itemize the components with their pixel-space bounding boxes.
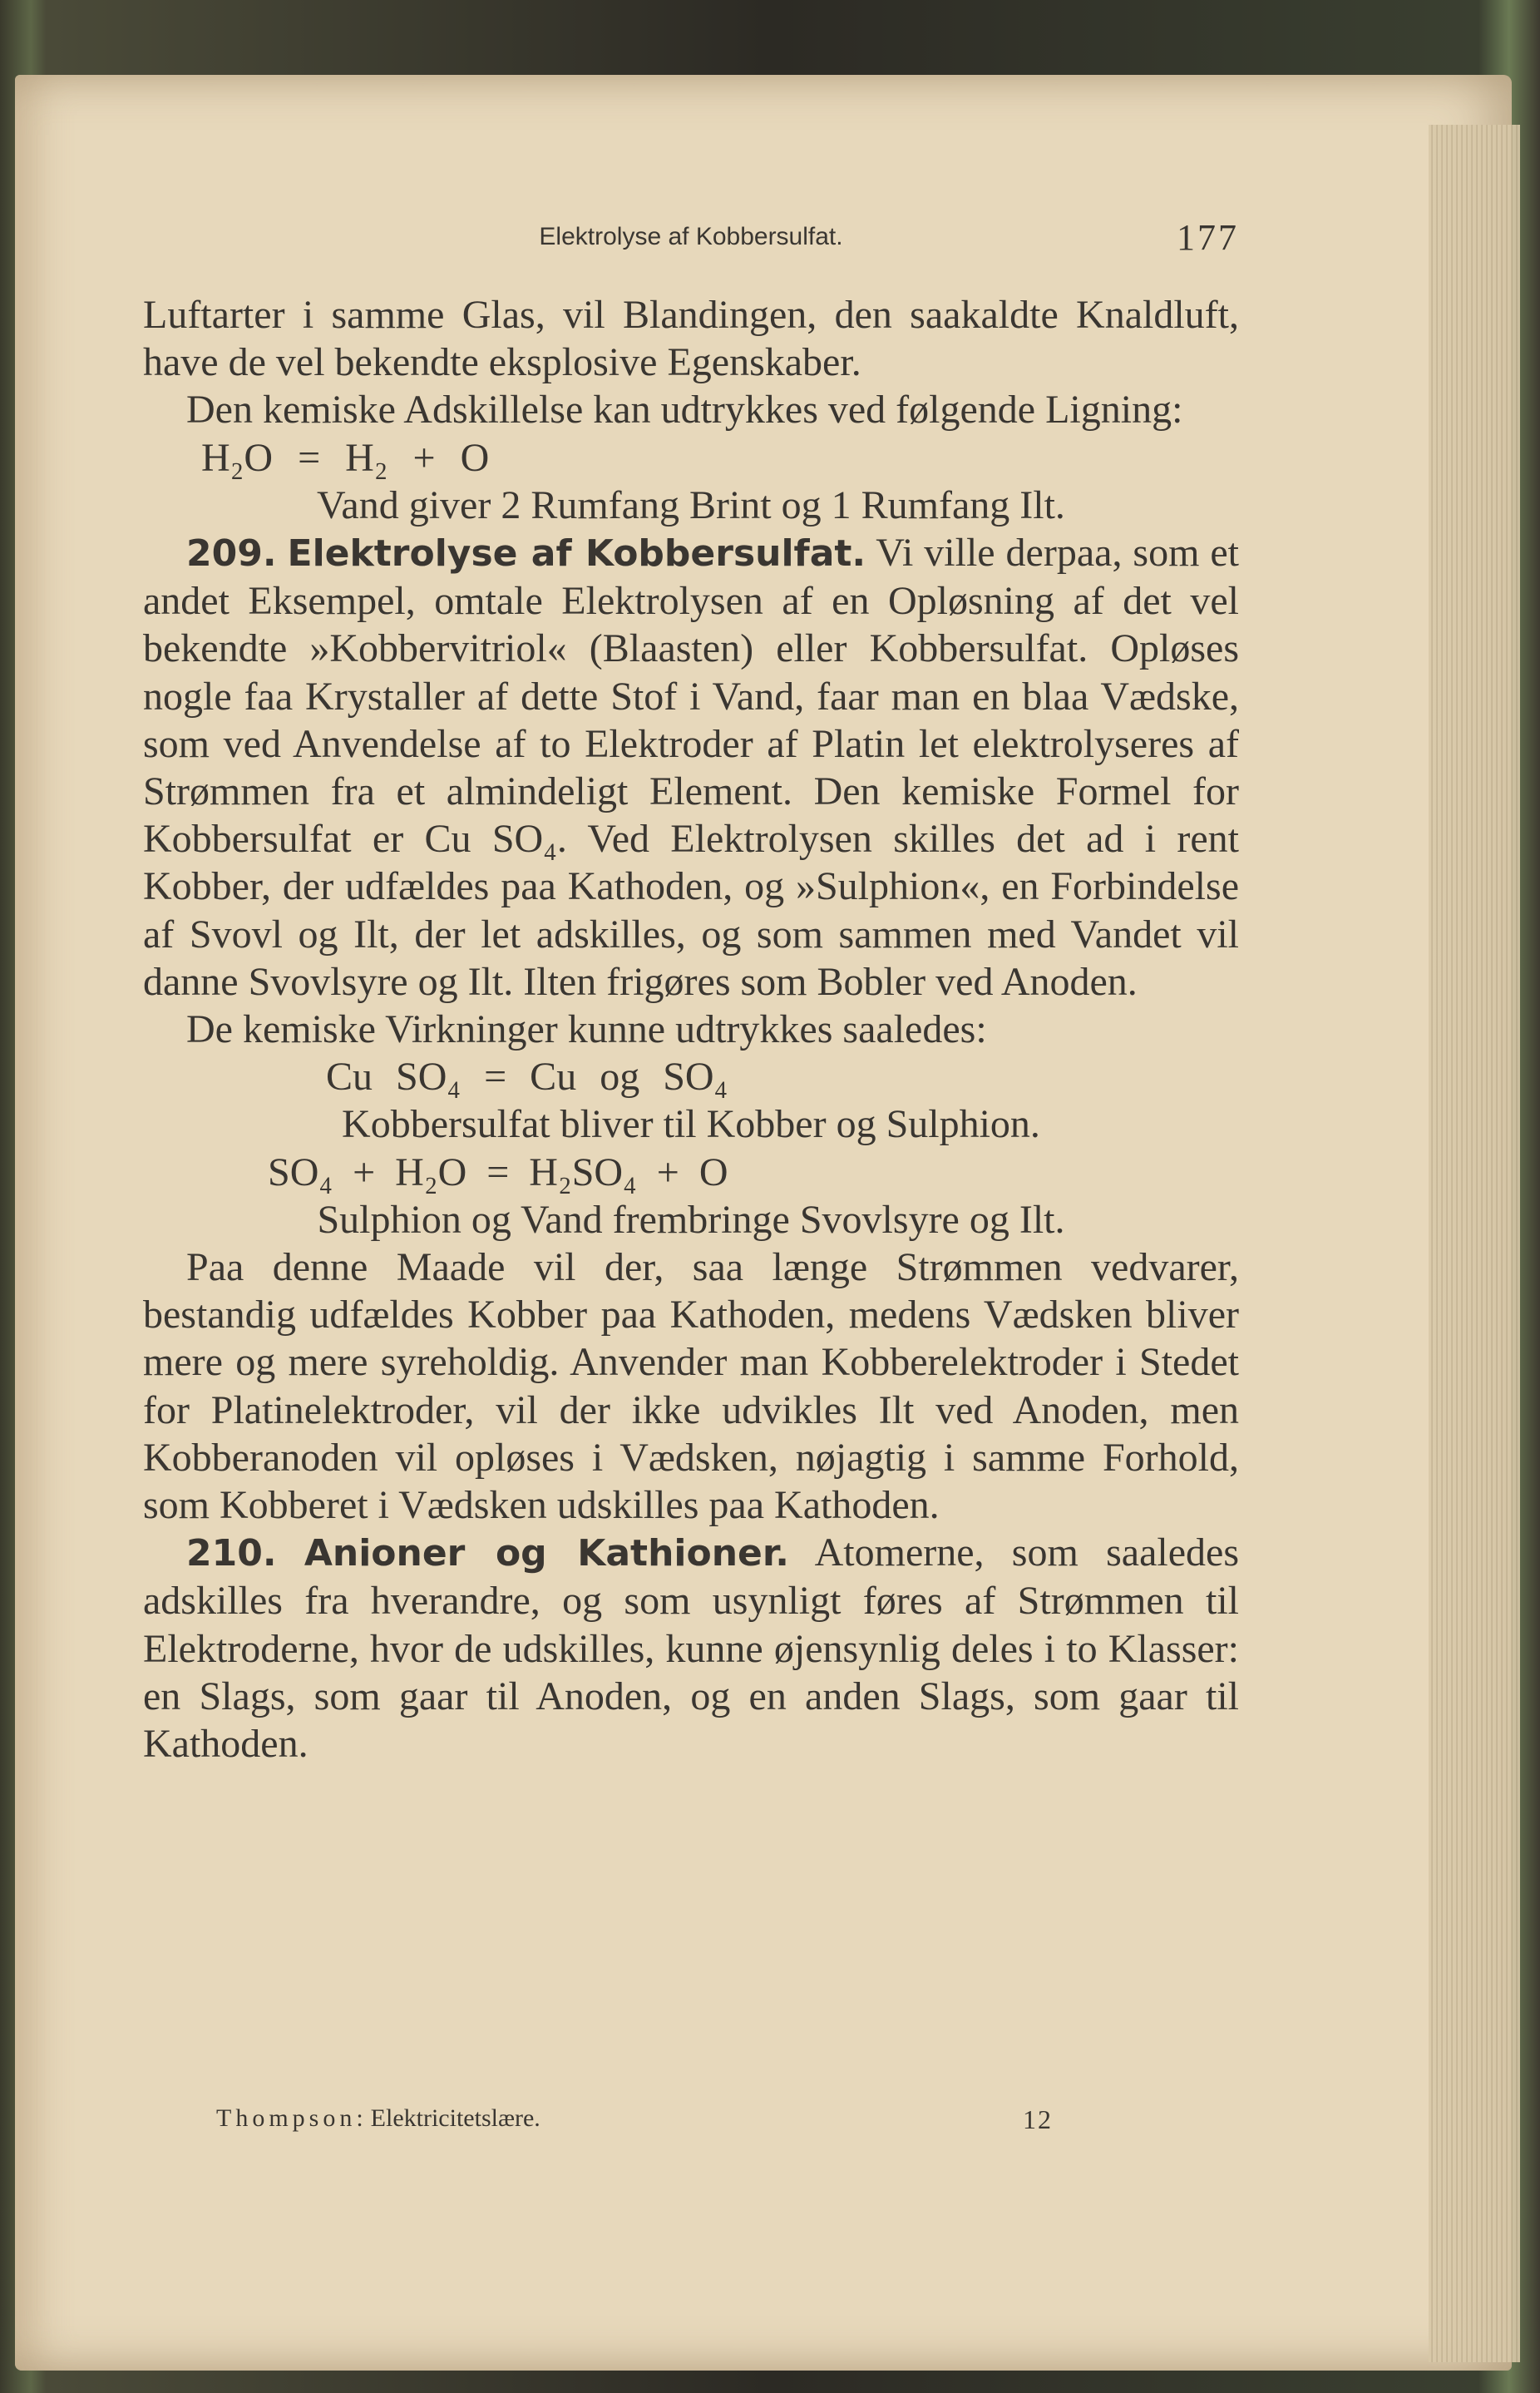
sheet-signature-number: 12 [1023, 2104, 1053, 2134]
section-210-title: Anioner og Kathioner. [304, 1532, 790, 1575]
footer-book-title: Elektricitetslære. [370, 2104, 540, 2132]
paragraph-kemiske-virkninger: De kemiske Virkninger kunne udtrykkes saaledes: [186, 1007, 987, 1052]
section-209-title: Elektrolyse af Kobbersulfat. [287, 532, 866, 576]
page-text [143, 291, 1239, 1768]
footer-author: Thompson: [216, 2104, 368, 2132]
equation-water: H₂O = H₂ + O [201, 435, 490, 480]
equation-copper-sulfate: Cu SO₄ = Cu og SO₄ [326, 1055, 728, 1100]
page-footer [216, 2104, 1053, 2146]
equation-water-caption: Vand giver 2 Rumfang Brint og 1 Rumfang Ilt. [317, 482, 1065, 527]
paragraph-adskillelse: Den kemiske Adskillelse kan udtrykkes ved følgende Ligning: [186, 388, 1183, 433]
section-209-number: 209. [186, 532, 277, 576]
equation-sulphion: SO₄ + H₂O = H₂SO₄ + O [268, 1150, 728, 1194]
equation-sulphion-caption: Sulphion og Vand frembringe Svovlsyre og Ilt. [317, 1197, 1065, 1242]
section-210-text: Atomerne, som saaledes adskilles fra hverandre, og som usynligt føres af Strømmen til Elektroderne, hvor de udskilles, kunne øjensynlig deles i to Klasser: en Slags, som gaar til Anoden, og en anden Slags, som gaar til Kathoden. [143, 1530, 1239, 1767]
section-210 [143, 1529, 1239, 1768]
equation-copper-sulfate-caption: Kobbersulfat bliver til Kobber og Sulphion. [342, 1102, 1040, 1147]
section-209-text: Vi ville derpaa, som et andet Eksempel, omtale Elektrolysen af en Opløsning af det vel bekendte »Kobbervitriol« (Blaasten) eller Kobbersulfat. Opløses nogle faa Krystaller af dette Stof i Vand, faar man en blaa Vædske, som ved Anvendelse af to Elektroder af Platin let elektrolyseres af Strømmen fra et almindeligt Element. Den kemiske Formel for Kobbersulfat er Cu SO₄. Ved Elektrolysen skilles det ad i rent Kobber, der udfældes paa Kathoden, og »Sulphion«, en Forbindelse af Svovl og Ilt, der let adskilles, og som sammen med Vandet vil danne Svovlsyre og Ilt. Ilten frigøres som Bobler ved Anoden. [143, 531, 1240, 1004]
section-209 [143, 529, 1239, 1006]
page-header [143, 208, 1239, 258]
page-number: 177 [1177, 217, 1239, 258]
running-title: Elektrolyse af Kobbersulfat. [539, 223, 843, 250]
paragraph-knaldluft: Luftarter i samme Glas, vil Blandingen, den saakaldte Knaldluft, have de vel bekendte eksplosive Egenskaber. [143, 293, 1239, 385]
paragraph-kobberelektroder: Paa denne Maade vil der, saa længe Strømmen vedvarer, bestandig udfældes Kobber paa Kathoden, medens Vædsken bliver mere og mere syreholdig. Anvender man Kobberelektroder i Stedet for Platinelektroder, vil der ikke udvikles Ilt ved Anoden, men Kobberanoden vil opløses i Vædsken, nøjagtig i samme Forhold, som Kobberet i Vædsken udskilles paa Kathoden. [143, 1245, 1239, 1528]
page-edges [1429, 125, 1520, 2362]
section-210-number: 210. [186, 1532, 277, 1575]
